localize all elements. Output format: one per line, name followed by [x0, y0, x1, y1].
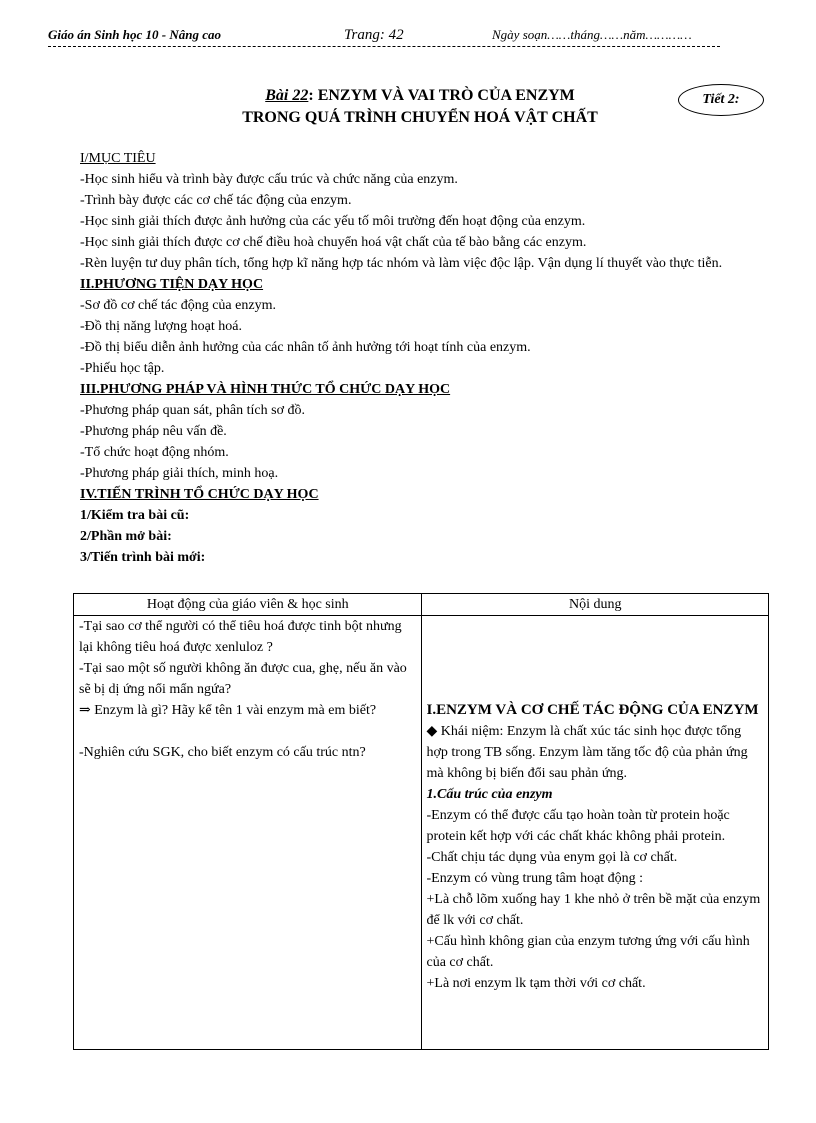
lesson-body	[80, 148, 760, 568]
title-line-2: TRONG QUÁ TRÌNH CHUYỂN HOÁ VẬT CHẤT	[242, 109, 598, 126]
process-step: 1/Kiểm tra bài cũ:	[80, 508, 190, 523]
method-item: -Tổ chức hoạt động nhóm.	[80, 445, 229, 460]
section-heading-objectives: I/MỤC TIÊU	[80, 151, 156, 166]
objective-item: -Học sinh giải thích được cơ chế điều hoà chuyển hoá vật chất của tế bào bằng các enzym.	[80, 235, 587, 250]
method-item: -Phương pháp nêu vấn đề.	[80, 424, 227, 439]
teacher-question: -Tại sao cơ thể người có thể tiêu hoá được tinh bột nhưng lại không tiêu hoá được xenluloz ?	[79, 619, 402, 655]
teacher-question: -Tại sao một số người không ăn được cua, ghẹ, nếu ăn vào sẽ bị dị ứng nổi mẩn ngứa?	[79, 661, 407, 697]
section-heading-materials: II.PHƯƠNG TIỆN DẠY HỌC	[80, 277, 264, 292]
process-step: 2/Phần mở bài:	[80, 529, 172, 544]
header-divider	[48, 46, 720, 47]
content-paragraph: -Enzym có vùng trung tâm hoạt động :	[426, 871, 644, 886]
material-item: -Phiếu học tập.	[80, 361, 165, 376]
content-paragraph: +Cấu hình không gian của enzym tương ứng với cấu hình của cơ chất.	[426, 934, 750, 970]
material-item: -Đồ thị năng lượng hoạt hoá.	[80, 319, 242, 334]
period-badge: Tiết 2:	[678, 84, 764, 116]
content-subheading: 1.Cấu trúc của enzym	[426, 787, 553, 802]
header-date: Ngày soạn……tháng……năm…………	[492, 27, 692, 42]
title-line-1: : ENZYM VÀ VAI TRÒ CỦA ENZYM	[308, 87, 575, 104]
objective-item: -Học sinh hiểu và trình bày được cấu trúc và chức năng của enzym.	[80, 172, 458, 187]
content-heading: I.ENZYM VÀ CƠ CHẾ TÁC ĐỘNG CỦA ENZYM	[426, 702, 759, 718]
concept-text: ◆ Khái niệm: Enzym là chất xúc tác sinh học được tổng hợp trong TB sống. Enzym làm tăng tốc độ của phản ứng mà không bị biến đổi sau phản ứng.	[426, 724, 748, 781]
header-course: Giáo án Sinh học 10 - Nâng cao	[48, 27, 221, 42]
teacher-question: ⇒ Enzym là gì? Hãy kể tên 1 vài enzym mà em biết?	[79, 703, 377, 718]
material-item: -Đồ thị biểu diễn ảnh hưởng của các nhân tố ảnh hưởng tới hoạt tính của enzym.	[80, 340, 531, 355]
material-item: -Sơ đồ cơ chế tác động của enzym.	[80, 298, 276, 313]
lesson-title	[180, 85, 660, 129]
table-row	[74, 616, 769, 1050]
method-item: -Phương pháp quan sát, phân tích sơ đồ.	[80, 403, 305, 418]
content-paragraph: -Chất chịu tác dụng vủa enym gọi là cơ chất.	[426, 850, 678, 865]
objective-item: -Rèn luyện tư duy phân tích, tổng hợp kĩ năng hợp tác nhóm và làm việc độc lập. Vận dụng lí thuyết vào thực tiễn.	[80, 256, 723, 271]
method-item: -Phương pháp giải thích, minh hoạ.	[80, 466, 279, 481]
header-page-number: Trang: 42	[344, 27, 404, 43]
content-paragraph: -Enzym có thể được cấu tạo hoàn toàn từ protein hoặc protein kết hợp với các chất khác không phải protein.	[426, 808, 730, 844]
section-heading-methods: III.PHƯƠNG PHÁP VÀ HÌNH THỨC TỔ CHỨC DẠY HỌC	[80, 382, 451, 397]
column-header-activities: Hoạt động của giáo viên & học sinh	[74, 594, 422, 616]
activities-cell	[74, 616, 422, 1050]
table-header-row	[74, 594, 769, 616]
lesson-table	[73, 593, 769, 1050]
page-header	[48, 27, 720, 45]
objective-item: -Trình bày được các cơ chế tác động của enzym.	[80, 193, 352, 208]
content-paragraph: +Là nơi enzym lk tạm thời với cơ chất.	[426, 976, 646, 991]
lesson-number: Bài 22	[265, 87, 309, 104]
content-cell	[421, 616, 769, 1050]
section-heading-process: IV.TIẾN TRÌNH TỔ CHỨC DẠY HỌC	[80, 487, 319, 502]
column-header-content: Nội dung	[421, 594, 769, 616]
process-step: 3/Tiến trình bài mới:	[80, 550, 206, 565]
teacher-question: -Nghiên cứu SGK, cho biết enzym có cấu trúc ntn?	[79, 745, 366, 760]
content-paragraph: +Là chỗ lõm xuống hay 1 khe nhỏ ở trên bề mặt của enzym để lk với cơ chất.	[426, 892, 761, 928]
objective-item: -Học sinh giải thích được ảnh hưởng của các yếu tố môi trường đến hoạt động của enzym.	[80, 214, 586, 229]
